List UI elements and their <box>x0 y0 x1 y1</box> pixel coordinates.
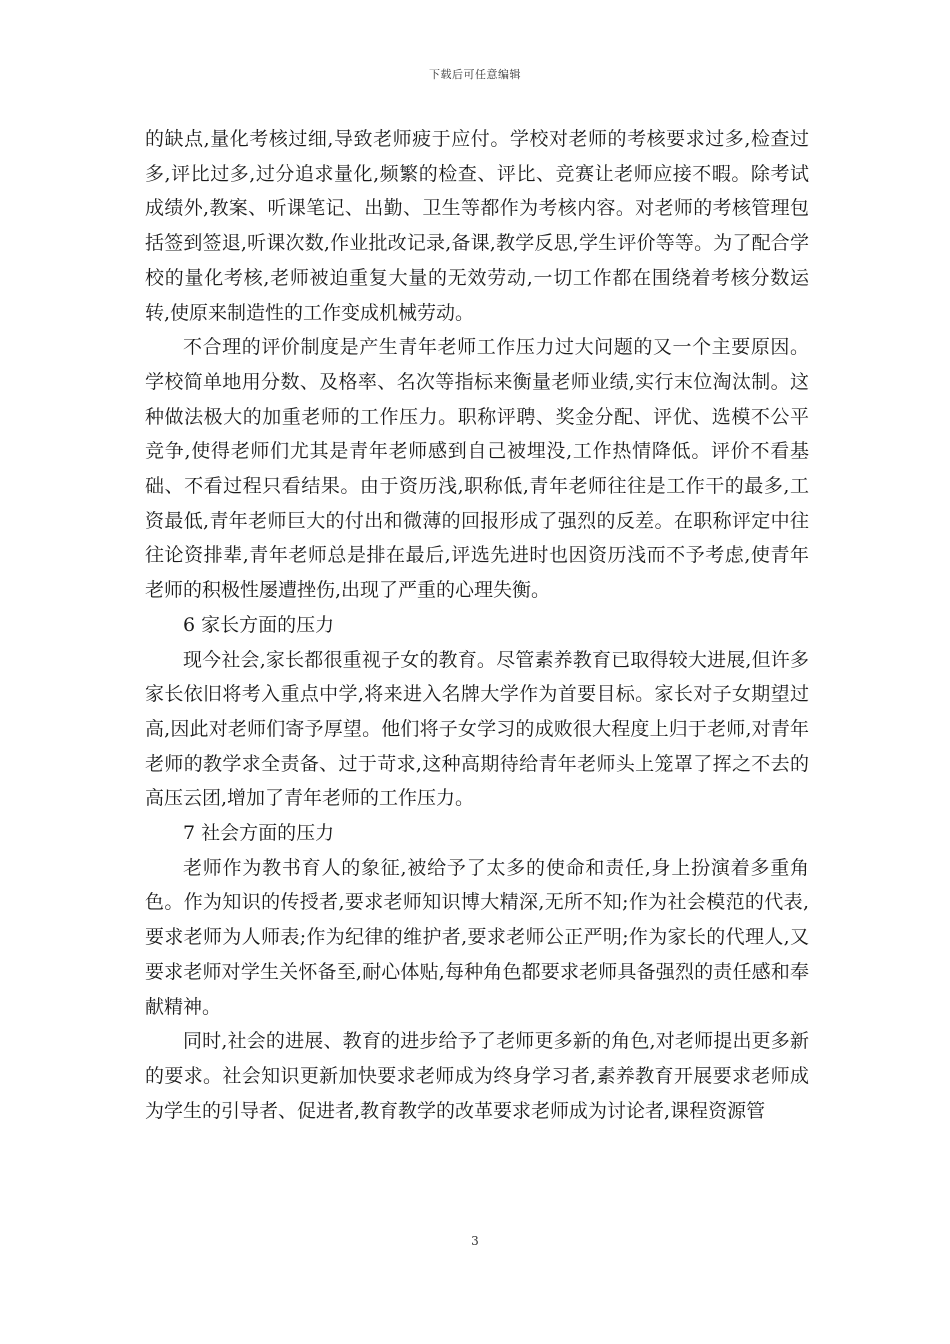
page-header: 下载后可任意编辑 <box>429 68 521 81</box>
paragraph-5: 同时,社会的进展、教育的进步给予了老师更多新的角色,对老师提出更多新的要求。社会知识更新加快要求老师成为终身学习者,素养教育开展要求老师成为学生的引导者、促进者,教育教学的改革要求老师成为讨论者,课程资源管 <box>145 1030 809 1122</box>
section-heading-7: 7 社会方面的压力 <box>183 822 335 845</box>
section-heading-6: 6 家长方面的压力 <box>183 613 335 636</box>
document-body <box>145 122 809 1128</box>
paragraph-3: 现今社会,家长都很重视子女的教育。尽管素养教育已取得较大进展,但许多家长依旧将考入重点中学,将来进入名牌大学作为首要目标。家长对子女期望过高,因此对老师们寄予厚望。他们将子女学习的成败很大程度上归于老师,对青年老师的教学求全责备、过于苛求,这种高期待给青年老师头上笼罩了挥之不去的高压云团,增加了青年老师的工作压力。 <box>145 648 809 810</box>
paragraph-2: 不合理的评价制度是产生青年老师工作压力过大问题的又一个主要原因。学校简单地用分数、及格率、名次等指标来衡量老师业绩,实行末位淘汰制。这种做法极大的加重老师的工作压力。职称评聘、奖金分配、评优、选模不公平竞争,使得老师们尤其是青年老师感到自己被埋没,工作热情降低。评价不看基础、不看过程只看结果。由于资历浅,职称低,青年老师往往是工作干的最多,工资最低,青年老师巨大的付出和微薄的回报形成了强烈的反差。在职称评定中往往论资排辈,青年老师总是排在最后,评选先进时也因资历浅而不予考虑,使青年老师的积极性屡遭挫伤,出现了严重的心理失衡。 <box>145 336 809 602</box>
paragraph-4: 老师作为教书育人的象征,被给予了太多的使命和责任,身上扮演着多重角色。作为知识的传授者,要求老师知识博大精深,无所不知;作为社会模范的代表,要求老师为人师表;作为纪律的维护者,要求老师公正严明;作为家长的代理人,又要求老师对学生关怀备至,耐心体贴,每种角色都要求老师具备强烈的责任感和奉献精神。 <box>145 856 809 1018</box>
paragraph-1: 的缺点,量化考核过细,导致老师疲于应付。学校对老师的考核要求过多,检查过多,评比过多,过分追求量化,频繁的检查、评比、竞赛让老师应接不暇。除考试成绩外,教案、听课笔记、出勤、卫生等都作为考核内容。对老师的考核管理包括签到签退,听课次数,作业批改记录,备课,教学反思,学生评价等等。为了配合学校的量化考核,老师被迫重复大量的无效劳动,一切工作都在围绕着考核分数运转,使原来制造性的工作变成机械劳动。 <box>145 128 809 324</box>
page-number: 3 <box>471 1234 479 1248</box>
